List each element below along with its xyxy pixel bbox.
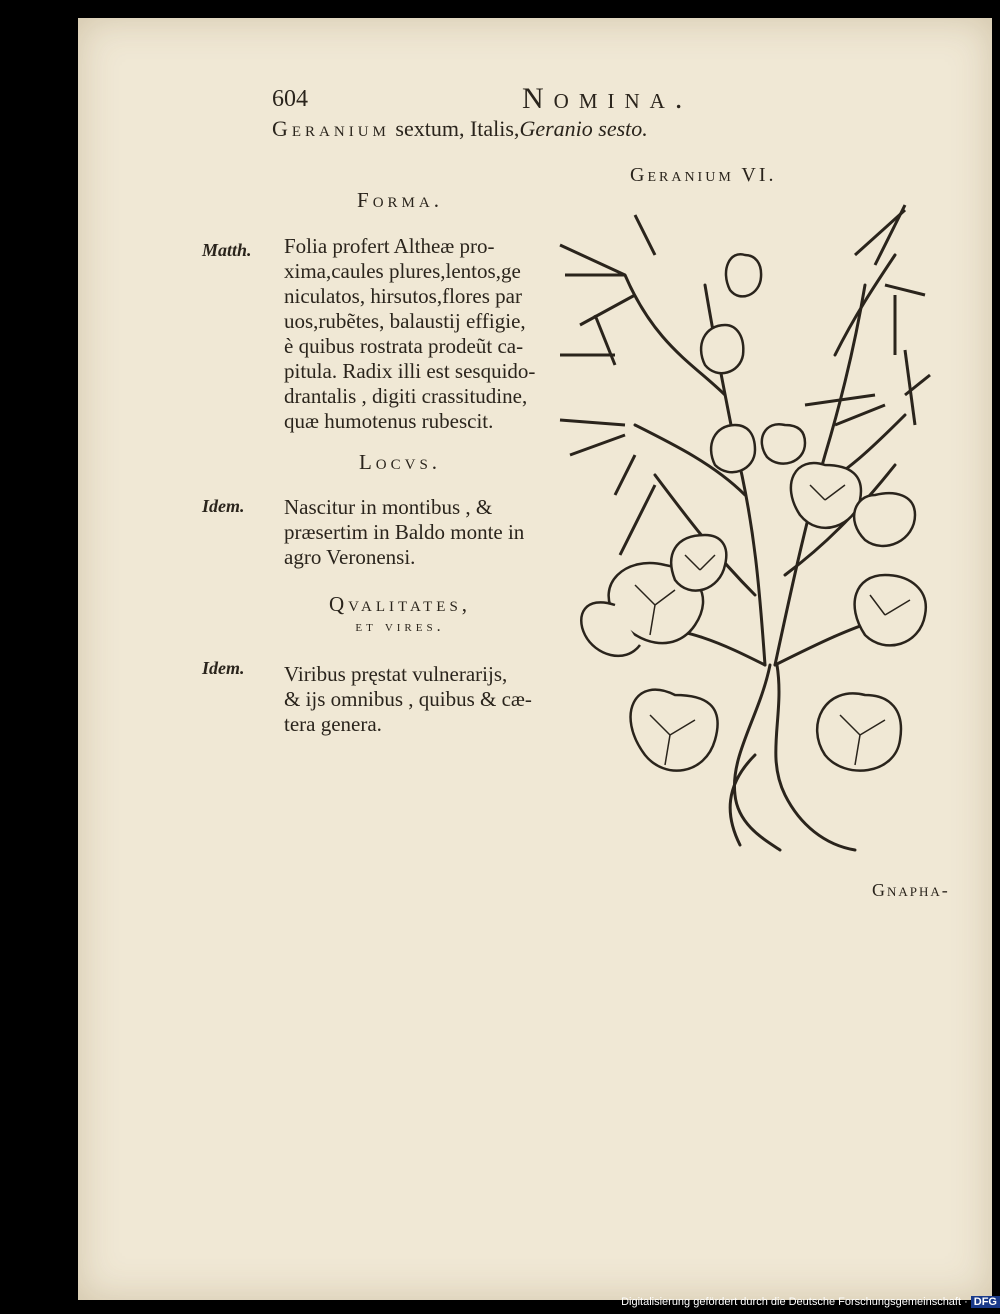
text-line: Viribus pręstat vulnerarijs,: [284, 662, 508, 686]
text-line: præsertim in Baldo monte in: [284, 520, 525, 544]
margin-note: Idem.: [202, 658, 245, 678]
running-head: Nomina.: [522, 82, 693, 115]
entry-title: [272, 116, 648, 142]
digitization-footer: [600, 1296, 1000, 1314]
text-line: xima,caules plures,lentos,ge: [284, 259, 521, 283]
margin-note: Idem.: [202, 496, 245, 516]
text-line: uos,rubẽtes, balaustij effigie,: [284, 309, 526, 333]
text-line: niculatos, hirsutos,flores par: [284, 284, 522, 308]
text-line: è quibus rostrata prodeũt ca-: [284, 334, 524, 358]
text-line: agro Veronensi.: [284, 545, 416, 569]
dfg-logo: DFG: [971, 1296, 1000, 1308]
text-line: Folia profert Altheæ pro-: [284, 234, 495, 258]
text-line: pitula. Radix illi est sesquido-: [284, 359, 536, 383]
footer-text: Digitalisierung gefördert durch die Deutsche Forschungsgemeinschaft ·: [621, 1296, 968, 1308]
margin-note: Matth.: [202, 240, 252, 260]
text-line: drantalis , digiti crassitudine,: [284, 384, 528, 408]
entry-title-caps: Geranium: [272, 116, 390, 141]
geranium-woodcut-illustration: [555, 195, 950, 860]
text-line: tera genera.: [284, 712, 382, 736]
page-number: 604: [272, 86, 308, 112]
text-line: Nascitur in montibus , &: [284, 495, 493, 519]
catchword: Gnapha-: [872, 880, 950, 900]
text-line: quæ humotenus rubescit.: [284, 409, 494, 433]
section-heading-forma: Forma.: [357, 188, 443, 212]
figure-caption: Geranium VI.: [630, 164, 777, 186]
section-heading-vires: et vires.: [355, 618, 445, 635]
entry-title-italic: Geranio sesto.: [519, 116, 648, 141]
section-heading-qualitates: Qvalitates,: [328, 592, 472, 616]
text-line: & ijs omnibus , quibus & cæ-: [284, 687, 532, 711]
section-heading-locus: Locvs.: [358, 450, 442, 474]
entry-title-roman: sextum, Italis,: [389, 116, 520, 141]
